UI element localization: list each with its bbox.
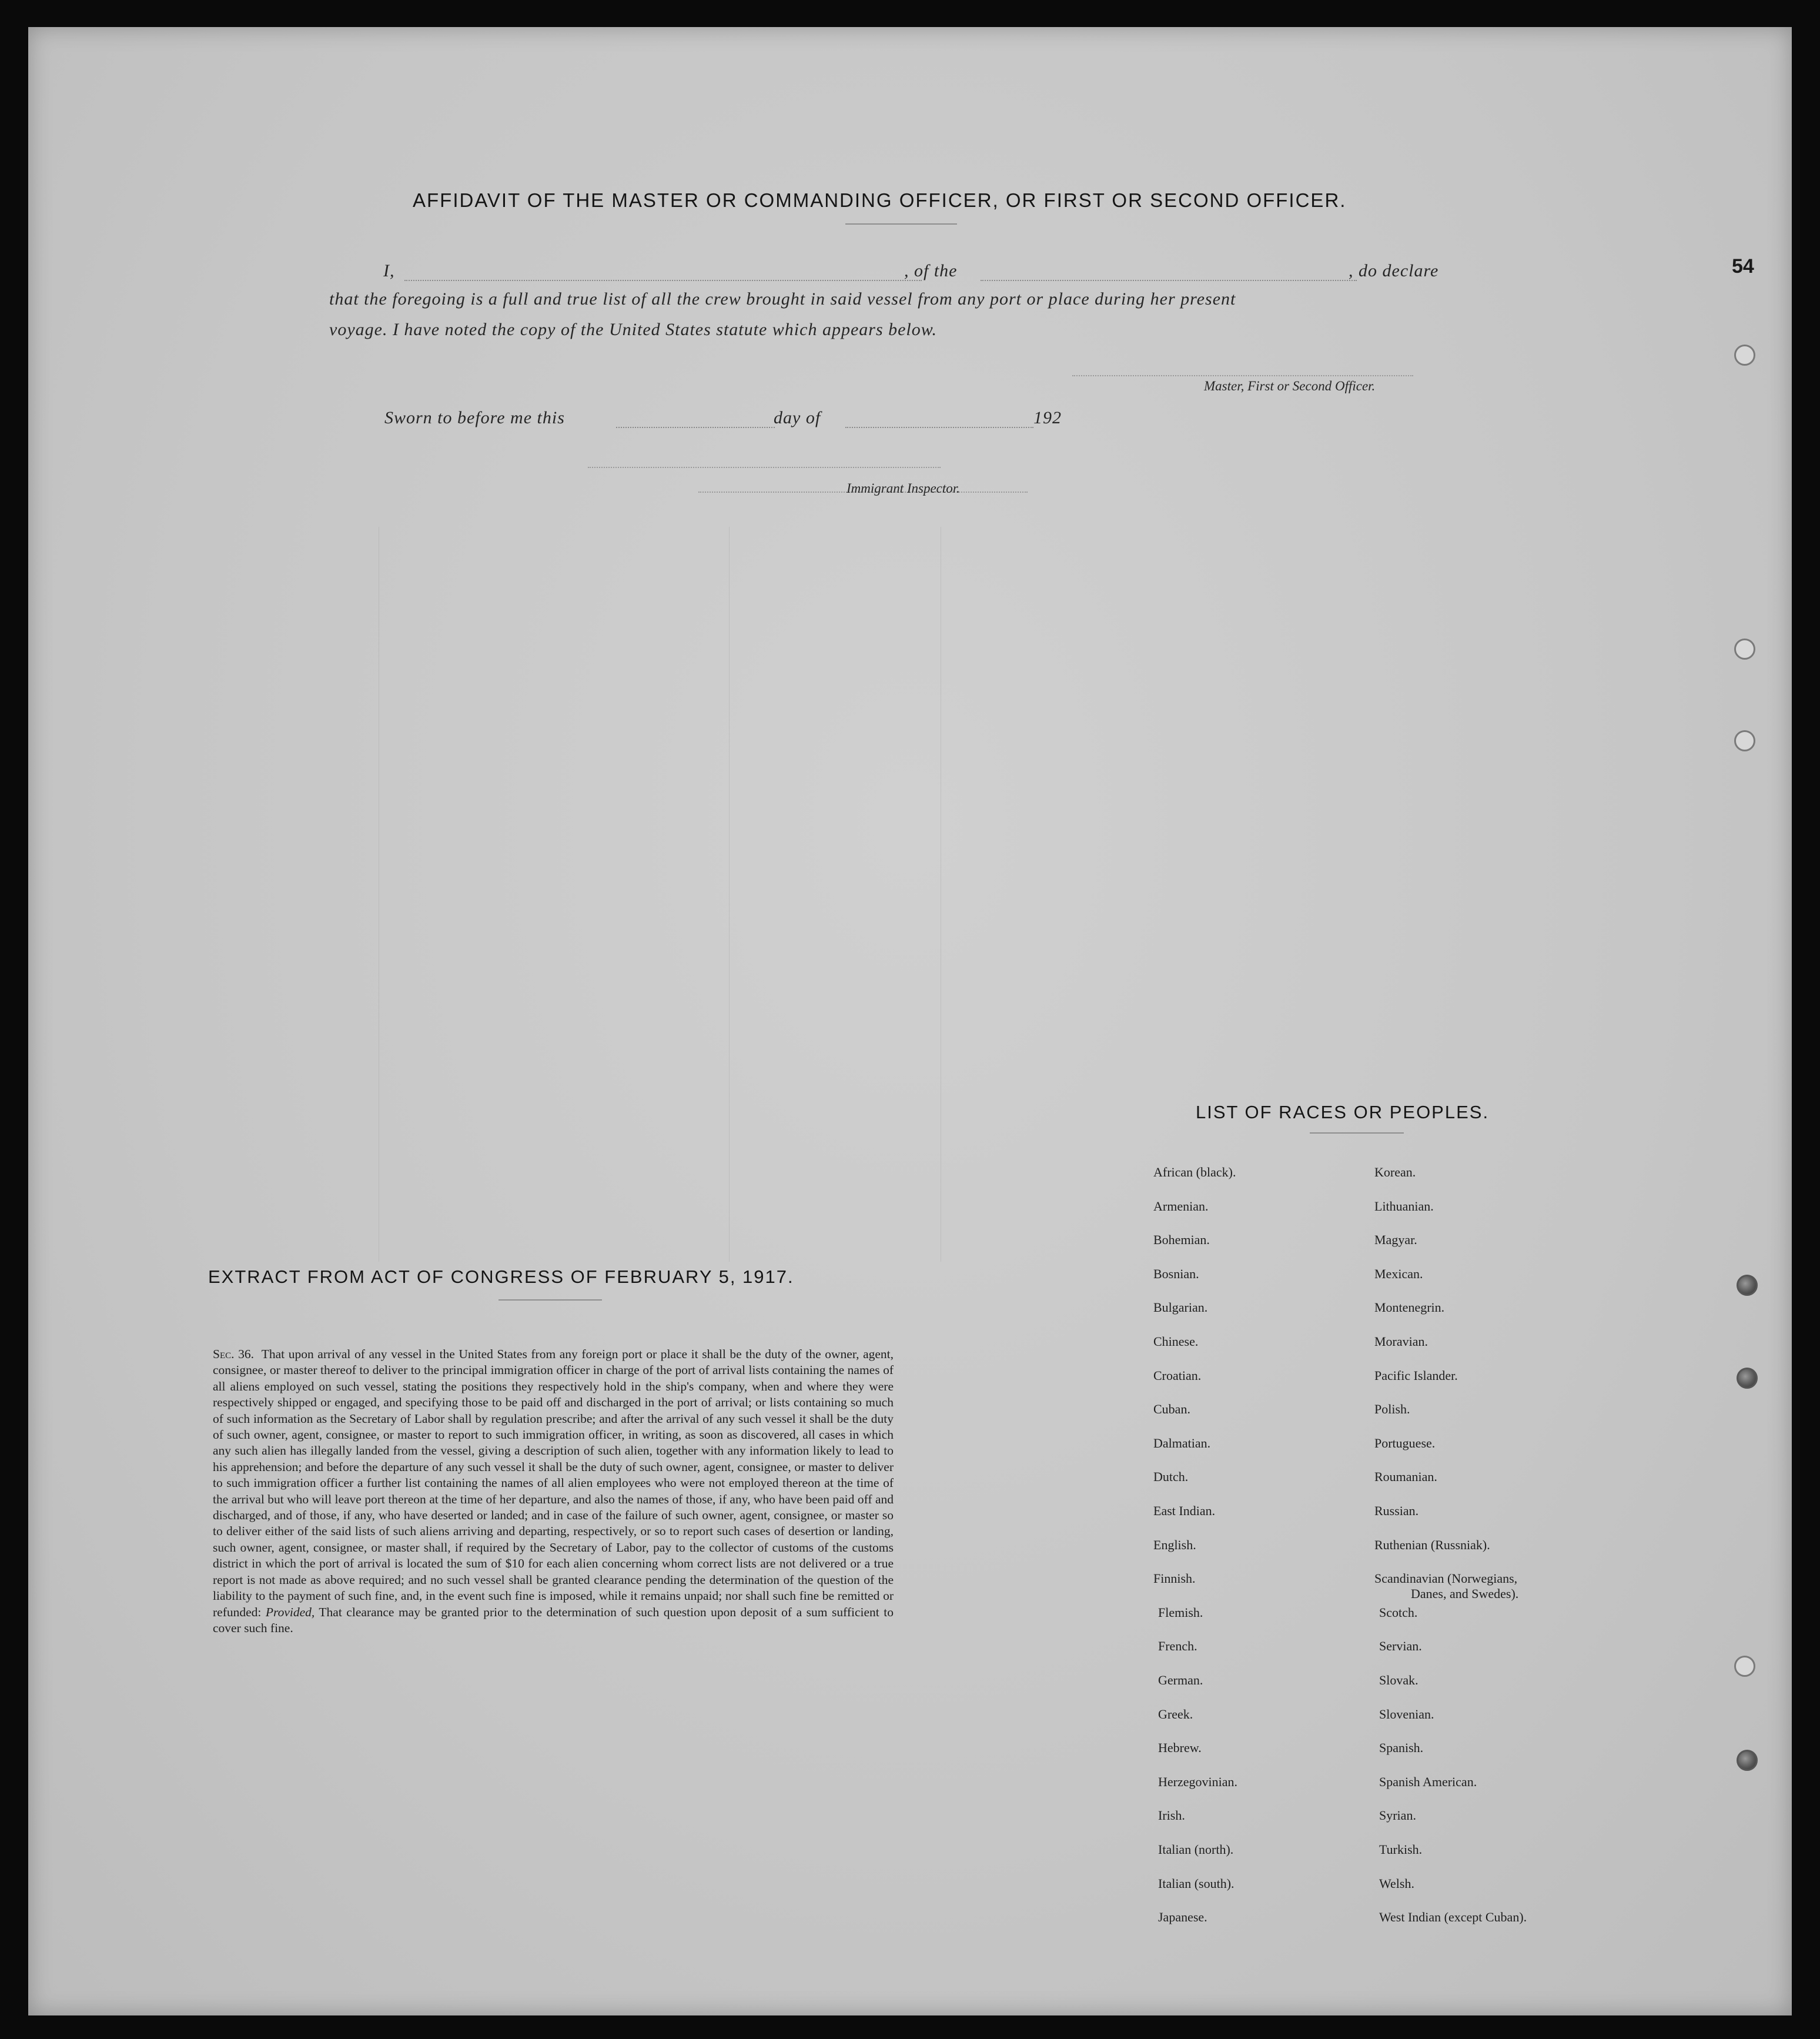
affidavit-line-2: that the foregoing is a full and true list of all the crew brought in said vessel from any port or place during her present [329,289,1236,309]
master-signature-label: Master, First or Second Officer. [1204,379,1376,393]
provided-word: Provided, [265,1605,315,1619]
affidavit-do-declare: , do declare [1349,261,1439,280]
race-item: Polish. [1374,1402,1410,1417]
race-item: Japanese. [1158,1910,1207,1925]
race-item: Welsh. [1379,1876,1414,1891]
extract-body [213,1346,894,1636]
race-item: Hebrew. [1158,1740,1202,1756]
binder-hole [1737,1368,1758,1389]
race-item: Italian (south). [1158,1876,1234,1891]
race-item: English. [1153,1537,1196,1552]
race-item: Greek. [1158,1706,1193,1722]
race-item: Slovak. [1379,1673,1418,1687]
section-text: That upon arrival of any vessel in the United States from any foreign port or place it shall be the duty of the owner, agent, consignee, or master thereof to deliver to the principal immigration officer in charge of the port of arrival lists containing the names of all aliens employed on such vessel, stating the positions they respectively hold in the ship's company, when and where they were respectively shipped or engaged, and specifying those to be paid off and discharged in the port of arrival; or lists containing so much of such information as the Secretary of Labor shall by regulation prescribe; and after the arrival of any such vessel it shall be the duty of such owner, agent, consignee, or master to report to such immigration officer, in writing, as soon as discovered, all cases in which any such alien has illegally landed from the vessel, giving a description of such alien, together with any information likely to lead to his apprehension; and before the departure of any such vessel it shall be the duty of such owner, agent, consignee, or master to deliver to such immigration officer a further list containing the names of all alien employees who were not employed thereon at the time of the arrival but who will leave port thereon at the time of her departure, and also the names of those, if any, who have been paid off and discharged, and of those, if any, who have deserted or landed; and in case of the failure of such owner, agent, consignee, or master so to deliver either of the said lists of such aliens arriving and departing, respectively, or so to report such cases of desertion or landing, such owner, agent, consignee, or master shall, if required by the Secretary of Labor, pay to the collector of customs of the customs district in which the port of arrival is located the sum of $10 for each alien concerning whom correct lists are not delivered or a true report is not made as above required; and no such vessel shall be granted clearance pending the determination of the question of the liability to the payment of such fine, and, in the event such fine is imposed, while it remains unpaid; nor shall such fine be remitted or refunded: [213,1347,894,1619]
race-item: Slovenian. [1379,1706,1434,1722]
page-mark: 54 [1732,255,1754,278]
affidavit-of-the: , of the [904,261,958,280]
race-item: Servian. [1379,1639,1422,1654]
race-item: Irish. [1158,1808,1185,1823]
race-item: Italian (north). [1158,1842,1234,1857]
vessel-blank[interactable] [981,280,1357,281]
race-item: Syrian. [1379,1808,1416,1823]
race-item: Moravian. [1374,1334,1428,1349]
race-item: Lithuanian. [1374,1198,1434,1214]
race-item: Magyar. [1374,1232,1417,1248]
race-item: Cuban. [1153,1402,1190,1417]
race-item: Spanish American. [1379,1774,1477,1789]
race-item: Montenegrin. [1374,1300,1445,1315]
race-item: Portuguese. [1374,1435,1436,1450]
races-title-underline [1310,1132,1404,1134]
inspector-label: Immigrant Inspector. [847,481,960,496]
race-item: West Indian (except Cuban). [1379,1910,1527,1925]
affidavit-line-3: voyage. I have noted the copy of the United States statute which appears below. [329,320,938,339]
extract-title: EXTRACT FROM ACT OF CONGRESS OF FEBRUARY 5, 1917. [208,1266,794,1287]
race-item: Korean. [1374,1165,1416,1179]
race-item: Scotch. [1379,1605,1418,1620]
ghost-column-line [729,527,730,1262]
race-item: Turkish. [1379,1842,1423,1857]
race-item: Bulgarian. [1153,1300,1208,1315]
binder-hole [1734,345,1755,366]
race-item: Finnish. [1153,1571,1196,1586]
race-item: Ruthenian (Russniak). [1374,1537,1490,1552]
sworn-month-blank[interactable] [845,427,1033,428]
race-item: French. [1158,1639,1197,1654]
document-page [28,27,1792,2015]
race-item: Russian. [1374,1503,1419,1518]
race-item: Pacific Islander. [1374,1368,1458,1383]
binder-hole [1734,1656,1755,1677]
binder-hole [1737,1750,1758,1771]
affidavit-title: AFFIDAVIT OF THE MASTER OR COMMANDING OFFICER, OR FIRST OR SECOND OFFICER. [413,189,1347,211]
race-item: Dutch. [1153,1469,1189,1485]
race-item: Spanish. [1379,1740,1424,1756]
race-item: Dalmatian. [1153,1435,1211,1450]
race-item: Armenian. [1153,1198,1209,1214]
year-label: 192 [1033,408,1062,427]
race-item: Chinese. [1153,1334,1199,1349]
race-item: African (black). [1153,1165,1236,1179]
inspector-signature-line-1[interactable] [588,467,941,468]
race-item: Mexican. [1374,1266,1423,1281]
master-signature-line[interactable] [1072,375,1413,376]
race-item: Bohemian. [1153,1232,1210,1248]
race-item: Flemish. [1158,1605,1203,1620]
race-item: German. [1158,1673,1203,1687]
extract-title-underline [499,1299,602,1301]
race-item-continuation: Danes, and Swedes). [1411,1586,1519,1602]
affidavit-i-label: I, [383,261,395,280]
race-item: Bosnian. [1153,1266,1199,1281]
section-number: Sec. 36. [213,1347,254,1361]
race-item: Roumanian. [1374,1469,1437,1485]
name-blank[interactable] [404,280,922,281]
title-underline [845,223,957,225]
day-of-label: day of [774,408,821,427]
race-item: East Indian. [1153,1503,1216,1518]
sworn-label: Sworn to before me this [384,408,565,427]
section-text-end: That clearance may be granted prior to the determination of such question upon deposit of a sum sufficient to cover such fine. [213,1605,894,1635]
races-title: LIST OF RACES OR PEOPLES. [1196,1102,1490,1122]
race-item: Herzegovinian. [1158,1774,1237,1789]
sworn-day-blank[interactable] [616,427,775,428]
binder-hole [1734,639,1755,660]
binder-hole [1734,730,1755,751]
binder-hole [1737,1275,1758,1296]
race-item: Scandinavian (Norwegians, [1374,1571,1518,1586]
race-item: Croatian. [1153,1368,1202,1383]
